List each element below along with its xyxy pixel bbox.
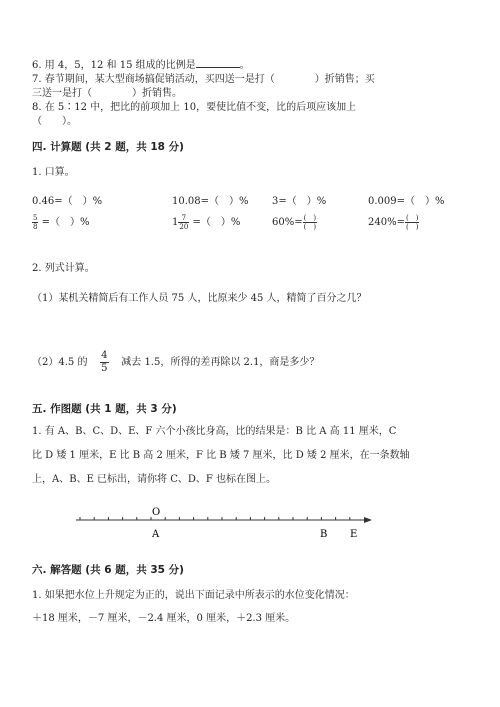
section-6-title: 六. 解答题 (共 6 题，共 35 分) <box>32 564 184 576</box>
draw-1-line-3: 上，A、B、E 已标出，请你将 C、D、F 也标在图上。 <box>32 474 277 485</box>
fraction: $\frac{( )}{( )}$ <box>405 214 419 231</box>
draw-1-line-1: 1. 有 A、B、C、D、E、F 六个小孩比身高，比的结果是：B 比 A 高 11 厘米，C <box>32 426 397 437</box>
oral-calc-5: $\frac{5}{8}$ =（ ）% <box>33 214 90 231</box>
question-8-line-2: （ ）。 <box>32 116 77 127</box>
solve-1-line-2: ＋18 厘米，－7 厘米，－2.4 厘米，0 厘米，＋2.3 厘米。 <box>32 613 296 624</box>
question-8-line-1: 8. 在 5∶12 中，把比的前项加上 10，要使比值不变，比的后项应该加上 <box>32 102 357 113</box>
question-7-line-1: 7. 春节期间，某大型商场搞促销活动，买四送一是打（ ）折销售；买 <box>32 74 375 85</box>
solve-1-line-1: 1. 如果把水位上升规定为正的，说出下面记录中所表示的水位变化情况： <box>32 590 355 601</box>
axis-arrow <box>364 517 372 523</box>
oral-calc-7: 60%= $\frac{( )}{( )}$ <box>272 214 317 231</box>
oral-calc-6: 1 $\frac{7}{20}$ =（ ）% <box>172 214 241 231</box>
number-line <box>0 505 500 545</box>
fraction: $\frac{4}{5}$ <box>101 350 108 374</box>
point-label-e: E <box>350 529 358 540</box>
question-6 <box>32 58 250 73</box>
oral-calc-1: 0.46=（ ）% <box>32 196 103 207</box>
calc-2-sub-1: （1）某机关精简后有工作人员 75 人，比原来少 45 人，精简了百分之几？ <box>32 293 367 304</box>
fraction: $\frac{( )}{( )}$ <box>303 214 317 231</box>
origin-label: O <box>152 507 161 518</box>
calc-1-label: 1. 口算。 <box>32 167 75 178</box>
calc-2-label: 2. 列式计算。 <box>32 263 95 274</box>
question-6-end: 。 <box>239 60 250 71</box>
answer-blank <box>196 58 240 68</box>
oral-calc-2: 10.08=（ ）% <box>172 196 249 207</box>
question-6-text: 6. 用 4，5，12 和 15 组成的比例是 <box>32 60 196 71</box>
fraction: $\frac{5}{8}$ <box>33 214 38 231</box>
oral-calc-3: 3=（ ）% <box>272 196 327 207</box>
calc-2-sub-2: （2）4.5 的 $\frac{4}{5}$ 减去 1.5，所得的差再除以 2.1，商是多少？ <box>32 350 320 374</box>
fraction: $\frac{7}{20}$ <box>179 214 189 231</box>
section-5-title: 五. 作图题 (共 1 题，共 3 分) <box>32 403 177 415</box>
point-label-a: A <box>152 529 160 540</box>
point-label-b: B <box>320 529 328 540</box>
draw-1-line-2: 比 D 矮 1 厘米，E 比 B 高 2 厘米，F 比 B 矮 7 厘米，比 D 矮 2 厘米，在一条数轴 <box>32 450 410 461</box>
section-4-title: 四. 计算题 (共 2 题，共 18 分) <box>32 141 184 153</box>
oral-calc-4: 0.009=（ ）% <box>368 196 445 207</box>
oral-calc-8: 240%= $\frac{( )}{( )}$ <box>368 214 419 231</box>
question-7-line-2: 三送一是打（ ）折销售。 <box>32 88 182 99</box>
